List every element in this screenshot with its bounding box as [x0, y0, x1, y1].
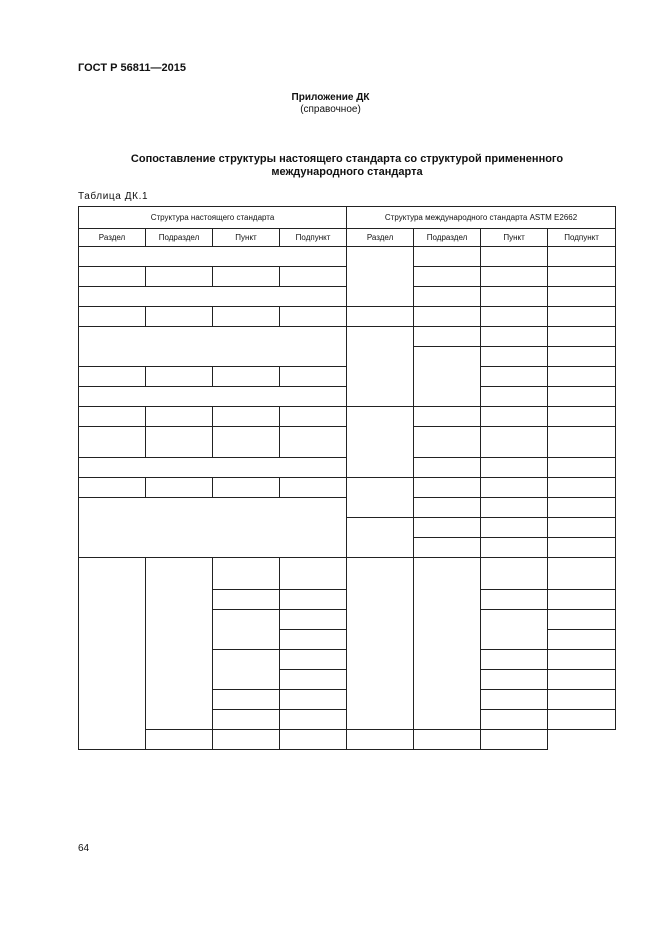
table-cell: [548, 347, 616, 367]
table-cell: [414, 558, 481, 730]
table-cell: [280, 478, 347, 498]
table-cell: [548, 407, 616, 427]
table-cell: [213, 690, 280, 710]
table-cell: [414, 327, 481, 347]
table-row: [79, 247, 616, 267]
table-cell: [414, 347, 481, 407]
col-header: Раздел: [347, 229, 414, 247]
table-cell: [146, 407, 213, 427]
appendix-heading: [0, 92, 661, 116]
table-cell: [213, 558, 280, 590]
table-cell: [414, 307, 481, 327]
table-cell: [414, 538, 481, 558]
table-cell: [548, 630, 616, 650]
table-row: [79, 307, 616, 327]
left-group-header: Структура настоящего стандарта: [79, 207, 347, 229]
table-cell: [79, 478, 146, 498]
col-header: Подраздел: [146, 229, 213, 247]
table-cell: [213, 730, 280, 750]
table-cell: [548, 650, 616, 670]
table-cell: [414, 498, 481, 518]
table-cell: [280, 630, 347, 650]
table-cell: [414, 730, 481, 750]
table-cell: [280, 367, 347, 387]
table-cell: [347, 518, 414, 558]
table-cell: [280, 267, 347, 287]
table-cell: [280, 407, 347, 427]
table-row: [79, 730, 616, 750]
table-cell: [146, 307, 213, 327]
table-cell: [146, 427, 213, 458]
table-cell: [347, 558, 414, 730]
table-cell: [347, 478, 414, 518]
table-cell: [481, 267, 548, 287]
table-cell: [79, 407, 146, 427]
table-cell: [548, 538, 616, 558]
table-row: [79, 327, 616, 347]
col-header: Пункт: [481, 229, 548, 247]
table-cell: [481, 347, 548, 367]
table-cell: [280, 710, 347, 730]
table-cell: [548, 670, 616, 690]
table-cell: [213, 710, 280, 730]
table-cell: [481, 710, 548, 730]
table-cell: [280, 730, 347, 750]
table-cell: [548, 590, 616, 610]
table-cell: [280, 650, 347, 670]
title-line-2: международного стандарта: [271, 166, 423, 178]
table-cell: [213, 407, 280, 427]
title-line-1: Сопоставление структуры настоящего стандарта со структурой примененного: [130, 153, 564, 165]
table-cell: [213, 590, 280, 610]
table-cell: [481, 327, 548, 347]
table-cell: [414, 478, 481, 498]
table-cell: [414, 427, 481, 458]
table-cell: [481, 307, 548, 327]
table-row: [79, 558, 616, 590]
table-cell: [548, 518, 616, 538]
table-cell: [146, 730, 213, 750]
table-cell: [213, 478, 280, 498]
table-cell: [414, 518, 481, 538]
table-cell: [548, 498, 616, 518]
right-group-header: Структура международного стандарта ASTM E2662: [347, 207, 616, 229]
table-cell: [213, 427, 280, 458]
table-cell: [481, 247, 548, 267]
table-cell: [213, 307, 280, 327]
table-cell: [146, 367, 213, 387]
table-cell: [548, 610, 616, 630]
table-cell: [548, 478, 616, 498]
page-number: 64: [78, 843, 90, 854]
table-cell: [548, 710, 616, 730]
table-column-row: [79, 229, 616, 247]
table-cell: [481, 498, 548, 518]
table-cell: [79, 307, 146, 327]
table-cell: [481, 690, 548, 710]
table-cell: [146, 558, 213, 730]
table-cell: [481, 670, 548, 690]
table-cell: [481, 730, 548, 750]
table-cell: [548, 558, 616, 590]
table-cell: [213, 267, 280, 287]
table-cell: [79, 387, 347, 407]
table-cell: [347, 307, 414, 327]
document-title: [100, 153, 594, 179]
appendix-title: Приложение ДК: [291, 92, 370, 103]
table-cell: [548, 367, 616, 387]
table-cell: [347, 327, 414, 407]
table-cell: [79, 367, 146, 387]
table-cell: [481, 478, 548, 498]
table-cell: [280, 307, 347, 327]
col-header: Пункт: [213, 229, 280, 247]
table-cell: [79, 498, 347, 558]
table-cell: [79, 427, 146, 458]
table-cell: [548, 247, 616, 267]
table-cell: [280, 590, 347, 610]
table-cell: [548, 267, 616, 287]
table-cell: [146, 478, 213, 498]
table-cell: [481, 387, 548, 407]
table-cell: [79, 558, 146, 750]
table-cell: [481, 650, 548, 670]
comparison-table: [78, 206, 616, 750]
table-cell: [79, 458, 347, 478]
table-cell: [548, 287, 616, 307]
table-cell: [347, 730, 414, 750]
table-cell: [481, 610, 548, 650]
document-code: ГОСТ Р 56811—2015: [78, 62, 186, 74]
table-cell: [213, 610, 280, 650]
table-cell: [79, 327, 347, 367]
table-cell: [548, 307, 616, 327]
table-cell: [414, 407, 481, 427]
table-cell: [347, 247, 414, 307]
table-cell: [481, 407, 548, 427]
table-cell: [481, 538, 548, 558]
table-cell: [213, 650, 280, 690]
table-cell: [280, 690, 347, 710]
table-cell: [548, 387, 616, 407]
table-cell: [280, 558, 347, 590]
table-cell: [280, 610, 347, 630]
table-cell: [481, 287, 548, 307]
table-cell: [548, 427, 616, 458]
table-cell: [481, 518, 548, 538]
table-cell: [414, 458, 481, 478]
table-cell: [79, 247, 347, 267]
table-cell: [414, 287, 481, 307]
table-row: [79, 478, 616, 498]
table-cell: [347, 407, 414, 478]
col-header: Подпункт: [280, 229, 347, 247]
table-cell: [481, 458, 548, 478]
table-cell: [548, 458, 616, 478]
table-cell: [481, 590, 548, 610]
table-cell: [548, 690, 616, 710]
table-cell: [414, 247, 481, 267]
table-cell: [79, 287, 347, 307]
col-header: Подраздел: [414, 229, 481, 247]
appendix-subtitle: (справочное): [300, 104, 361, 115]
table-cell: [213, 367, 280, 387]
col-header: Подпункт: [548, 229, 616, 247]
table-label: Таблица ДК.1: [78, 191, 149, 202]
table-cell: [481, 558, 548, 590]
table-header-row: [79, 207, 616, 229]
table-cell: [280, 427, 347, 458]
col-header: Раздел: [79, 229, 146, 247]
table-cell: [481, 427, 548, 458]
table-cell: [414, 267, 481, 287]
table-cell: [548, 327, 616, 347]
table-cell: [481, 367, 548, 387]
table-row: [79, 407, 616, 427]
table-cell: [79, 267, 146, 287]
table-cell: [146, 267, 213, 287]
table-cell: [280, 670, 347, 690]
